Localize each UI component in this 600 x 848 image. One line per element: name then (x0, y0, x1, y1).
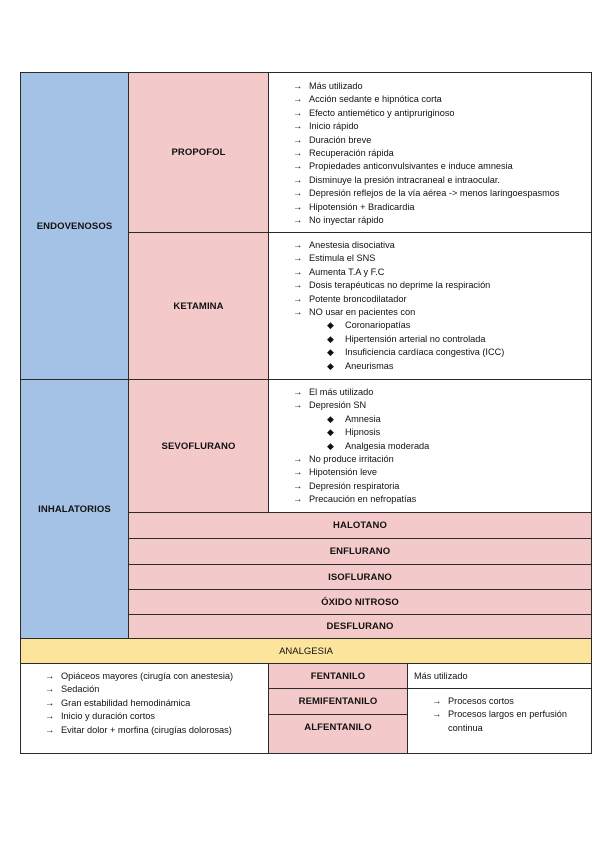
drug-propofol-label: PROPOFOL (171, 147, 226, 158)
drug-enflurano-label: ENFLURANO (329, 546, 391, 557)
drug-ketamina (128, 232, 269, 380)
list-subitem: ◆ Insuficiencia cardíaca congestiva (ICC) (293, 346, 591, 359)
list-item: → Efecto antiemético y antipruriginoso (293, 107, 591, 120)
drug-ketamina-label: KETAMINA (173, 300, 224, 312)
analgesia-header (20, 638, 592, 664)
drug-propofol (128, 72, 269, 233)
list-subitem: ◆ Hipertensión arterial no controlada (293, 333, 591, 346)
analgesia-properties (20, 663, 269, 754)
list-item: → Más utilizado (293, 80, 591, 93)
list-item: → Evitar dolor + morfina (cirugías dolorosas) (45, 724, 268, 737)
list-item: → Inicio y duración cortos (45, 710, 268, 723)
list-subitem: ◆ Aneurismas (293, 360, 591, 373)
list-subitem: ◆ Coronariopatías (293, 319, 591, 332)
list-item: → NO usar en pacientes con (293, 306, 591, 319)
drug-fentanilo-label: FENTANILO (310, 670, 366, 682)
list-subitem: ◆ Hipnosis (293, 426, 591, 439)
list-item: → Estimula el SNS (293, 252, 591, 265)
list-item: → Gran estabilidad hemodinámica (45, 697, 268, 710)
drug-isoflurano-label: ISOFLURANO (328, 571, 392, 583)
drug-sevoflurano-label: SEVOFLURANO (161, 440, 236, 452)
drug-oxido-nitroso-label: ÓXIDO NITROSO (321, 596, 399, 608)
category-inhalatorios (20, 379, 129, 639)
analgesia-header-label: ANALGESIA (279, 645, 333, 657)
short-acting-list (432, 695, 585, 735)
ketamina-list (293, 239, 591, 373)
list-item: → Potente broncodilatador (293, 293, 591, 306)
list-item: → Recuperación rápida (293, 147, 591, 160)
propofol-properties (268, 72, 592, 233)
list-subitem: ◆ Analgesia moderada (293, 440, 591, 453)
drug-alfentanilo-label: ALFENTANILO (304, 722, 372, 733)
short-acting-notes (407, 688, 592, 754)
list-item: → Propiedades anticonvulsivantes e induce amnesia (293, 160, 591, 173)
drug-oxido-nitroso (128, 589, 592, 615)
fentanilo-note (407, 663, 592, 689)
drug-remifentanilo (268, 688, 408, 715)
drug-desflurano (128, 614, 592, 639)
drug-alfentanilo (268, 714, 408, 754)
list-item: → Depresión SN (293, 399, 591, 412)
list-item: → Precaución en nefropatías (293, 493, 591, 506)
drug-isoflurano (128, 564, 592, 590)
category-endovenosos-label: ENDOVENOSOS (36, 220, 113, 232)
drug-remifentanilo-label: REMIFENTANILO (298, 696, 378, 707)
category-endovenosos (20, 72, 129, 380)
list-item: → Disminuye la presión intracraneal e intraocular. (293, 174, 591, 187)
sevoflurano-list (293, 386, 591, 507)
list-item: → Aumenta T.A y F.C (293, 266, 591, 279)
list-item: → Acción sedante e hipnótica corta (293, 93, 591, 106)
drug-desflurano-label: DESFLURANO (326, 621, 394, 632)
list-item: → Sedación (45, 683, 268, 696)
drug-halotano-label: HALOTANO (333, 520, 387, 531)
propofol-list (293, 80, 591, 227)
drug-sevoflurano (128, 379, 269, 513)
list-item: → Procesos cortos (432, 695, 585, 708)
list-item: → No produce irritación (293, 453, 591, 466)
list-item: → Anestesia disociativa (293, 239, 591, 252)
list-item: → No inyectar rápido (293, 214, 591, 227)
ketamina-properties (268, 232, 592, 380)
list-item: → Duración breve (293, 134, 591, 147)
list-item: → Hipotensión + Bradicardia (293, 201, 591, 214)
drug-halotano (128, 512, 592, 539)
list-item: → Hipotensión leve (293, 466, 591, 479)
list-item: → Depresión reflejos de la vía aérea -> menos laringoespasmos (293, 187, 591, 200)
list-item: → Procesos largos en perfusión continua (432, 708, 585, 735)
analgesia-list (45, 670, 268, 737)
list-item: → Inicio rápido (293, 120, 591, 133)
list-item: → Depresión respiratoria (293, 480, 591, 493)
drug-enflurano (128, 538, 592, 565)
list-item: → Opiáceos mayores (cirugía con anestesia) (45, 670, 268, 683)
list-subitem: ◆ Amnesia (293, 413, 591, 426)
drug-fentanilo (268, 663, 408, 689)
fentanilo-note-text: Más utilizado (414, 671, 468, 681)
sevoflurano-properties (268, 379, 592, 513)
list-item: → Dosis terapéuticas no deprime la respiración (293, 279, 591, 292)
category-inhalatorios-label: INHALATORIOS (38, 503, 111, 515)
list-item: → El más utilizado (293, 386, 591, 399)
